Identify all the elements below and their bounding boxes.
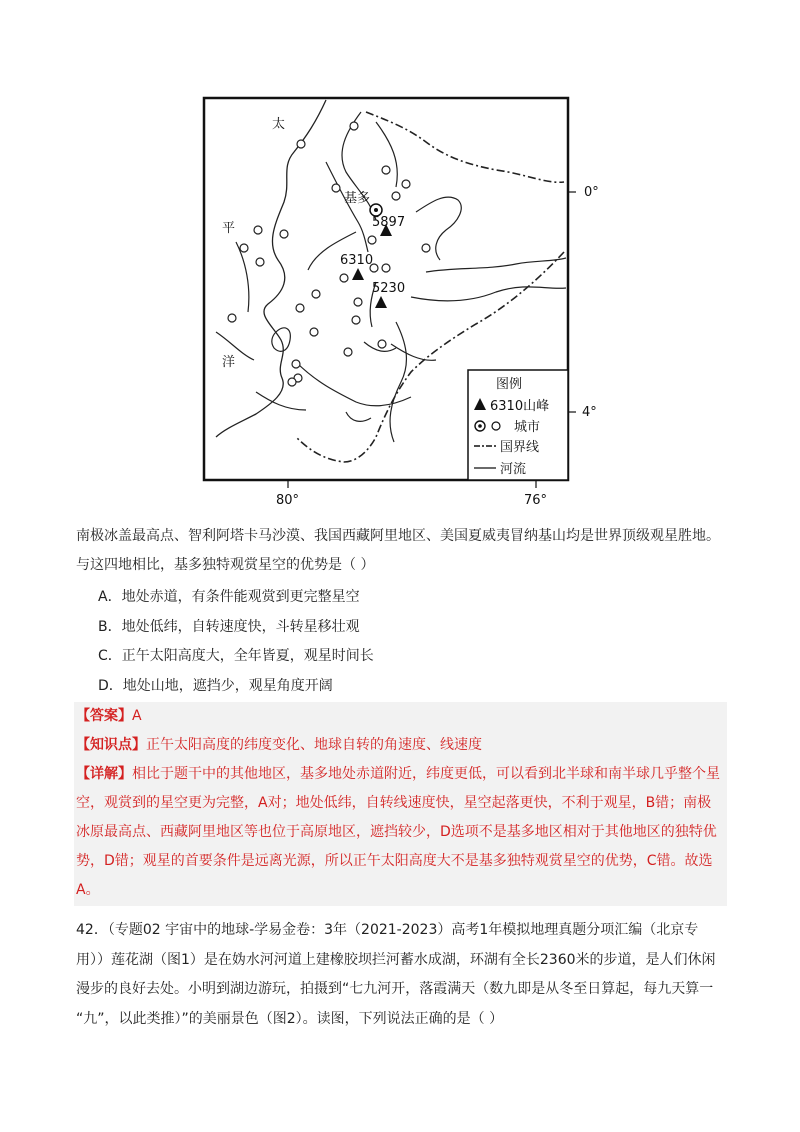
option-b[interactable]: B．地处低纬，自转速度快，斗转星移壮观: [98, 618, 360, 635]
detail-tag: 【详解】: [76, 766, 132, 782]
map-figure: [196, 92, 599, 512]
label-quito: 基多: [344, 191, 371, 206]
label-ping: 平: [222, 221, 236, 236]
answer-box: [74, 702, 727, 906]
capital-quito-dot: [374, 208, 378, 212]
q42-line4: “九”，以此类推）”的美丽景色（图2）。读图，下列说法正确的是（ ）: [76, 1010, 504, 1027]
label-lat4: 4°: [582, 405, 597, 420]
knowledge-line: [76, 731, 724, 760]
answer-tag: 【答案】: [76, 708, 132, 724]
legend-title: 图例: [496, 377, 523, 392]
detail-text-1: 相比于题干中的其他地区，基多地处赤道附近，纬度更低，可以看到北半球和南半球几乎整个星: [132, 766, 720, 782]
legend-capital-dot: [478, 424, 482, 428]
legend-peak-label: 6310山峰: [490, 399, 550, 414]
detail-line-1: [76, 760, 724, 789]
map-legend: [468, 370, 568, 480]
option-d[interactable]: D．地处山地，遮挡少，观星角度开阔: [98, 677, 333, 694]
legend-border-label: 国界线: [500, 440, 540, 455]
q42-line1: 42．（专题02 宇宙中的地球-学易金卷：3年（2021-2023）高考1年模拟地理真题分项汇编（北京专: [76, 922, 699, 938]
legend-city-icon: [492, 422, 500, 430]
detail-line-5: A。: [76, 882, 100, 898]
question-42: [76, 916, 726, 1034]
question-options: [98, 583, 374, 701]
detail-line-4: 势，D错；观星的首要条件是远离光源，所以正午太阳高度大不是基多独特观赏星空的优势，C错。故选: [76, 853, 713, 869]
question-stem-line1: 南极冰盖最高点、智利阿塔卡马沙漠、我国西藏阿里地区、美国夏威夷冒纳基山均是世界顶级观星胜地。: [76, 528, 720, 544]
question-stem: [76, 522, 726, 580]
answer-value: A: [132, 708, 142, 724]
q42-line2: 用））莲花湖（图1）是在妫水河河道上建橡胶坝拦河蓄水成湖，环湖有全长2360米的步道，是人们休闲: [76, 951, 716, 968]
legend-river-label: 河流: [500, 462, 527, 477]
option-a[interactable]: A．地处赤道，有条件能观赏到更完整星空: [98, 589, 360, 605]
label-peak-5897: 5897: [372, 215, 406, 230]
label-lon80: 80°: [276, 493, 300, 508]
option-c[interactable]: C．正午太阳高度大，全年皆夏，观星时间长: [98, 648, 374, 664]
detail-line-3: 冰原最高点、西藏阿里地区等也位于高原地区，遮挡较少，D选项不是基多地区相对于其他地区的独特优: [76, 824, 717, 840]
label-tai: 太: [272, 117, 286, 132]
label-peak-5230: 5230: [372, 281, 406, 296]
answer-line: [76, 702, 724, 731]
label-peak-6310: 6310: [340, 253, 374, 268]
q42-line3: 漫步的良好去处。小明到湖边游玩，拍摄到“七九河开，落霞满天（数九即是从冬至日算起，每九天算一: [76, 981, 714, 997]
detail-line-2: 空，观赏到的星空更为完整，A对；地处低纬，自转线速度快，星空起落更快，不利于观星，B错；南极: [76, 795, 712, 811]
label-yang: 洋: [222, 355, 236, 370]
knowledge-value: 正午太阳高度的纬度变化、地球自转的角速度、线速度: [146, 737, 482, 753]
legend-city-label: 城市: [514, 420, 541, 435]
question-stem-line2: 与这四地相比，基多独特观赏星空的优势是（ ）: [76, 557, 375, 573]
knowledge-tag: 【知识点】: [76, 737, 146, 753]
label-lon76: 76°: [524, 493, 548, 508]
label-lat0: 0°: [584, 185, 599, 200]
